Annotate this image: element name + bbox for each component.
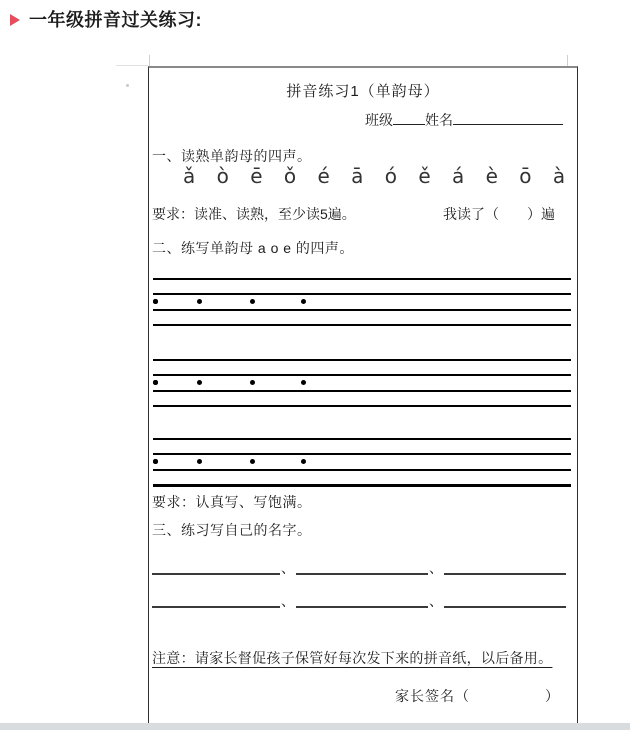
section1-requirement: 要求：读准、读熟，至少读5遍。: [152, 206, 356, 222]
grid-dot: [250, 380, 255, 385]
section1-heading: 一、读熟单韵母的四声。: [152, 148, 312, 164]
name-blank-row-1: [152, 558, 572, 575]
grid-line: [153, 469, 571, 471]
section2-requirement: 要求：认真写、写饱满。: [152, 494, 312, 510]
grid-line: [153, 278, 571, 280]
grid-dot: [301, 299, 306, 304]
class-blank: [393, 110, 425, 125]
crop-tick: [116, 65, 148, 66]
grid-line: [153, 309, 571, 311]
document-page: [148, 66, 578, 723]
grid-dot: [153, 459, 158, 464]
grid-dot: [250, 299, 255, 304]
blank-separator: 、: [281, 560, 295, 576]
worksheet-header-title: 一年级拼音过关练习:: [29, 10, 202, 30]
name-writing-blank: [152, 591, 280, 608]
read-count-blank: 我读了（ ）遍: [443, 206, 555, 222]
grid-dot: [301, 380, 306, 385]
section2-heading: 二、练写单韵母 a o e 的四声。: [152, 240, 354, 256]
right-triangle-bullet-icon: [10, 14, 20, 26]
parent-note: 注意：请家长督促孩子保管好每次发下来的拼音纸，以后备用。: [152, 650, 553, 666]
worksheet-header: [10, 6, 202, 32]
writing-grid-1: [153, 278, 571, 327]
blank-separator: 、: [281, 593, 295, 609]
viewport-bottom-strip: [0, 723, 630, 730]
page-artifact-dot: [126, 84, 129, 87]
grid-line: [153, 324, 571, 326]
writing-grid-2: [153, 359, 571, 408]
doc-title: 拼音练习1（单韵母）: [286, 83, 440, 100]
grid-dot: [250, 459, 255, 464]
name-writing-blank: [444, 591, 566, 608]
section3-heading: 三、练习写自己的名字。: [152, 522, 312, 538]
name-blank: [453, 110, 563, 125]
blank-separator: 、: [429, 593, 443, 609]
grid-dot: [153, 380, 158, 385]
name-blank-row-2: [152, 591, 572, 608]
writing-grid-3: [153, 438, 571, 487]
grid-line: [153, 374, 571, 376]
name-writing-blank: [152, 558, 280, 575]
class-name-line: [365, 110, 563, 130]
name-writing-blank: [296, 558, 428, 575]
blank-separator: 、: [429, 560, 443, 576]
grid-dot: [197, 299, 202, 304]
class-label: 班级: [365, 112, 393, 128]
name-writing-blank: [296, 591, 428, 608]
grid-dot: [153, 299, 158, 304]
grid-line: [153, 484, 571, 487]
grid-dot: [197, 459, 202, 464]
parent-signature-line: 家长签名（ ）: [395, 688, 560, 704]
grid-line: [153, 438, 571, 440]
grid-line: [153, 293, 571, 295]
grid-line: [153, 405, 571, 407]
grid-dot: [197, 380, 202, 385]
grid-line: [153, 390, 571, 392]
pinyin-tone-row: ǎ ò ē ǒ é ā ó ě á è ō à: [183, 164, 567, 188]
name-label: 姓名: [425, 112, 453, 128]
grid-line: [153, 359, 571, 361]
grid-line: [153, 453, 571, 455]
name-writing-blank: [444, 558, 566, 575]
grid-dot: [301, 459, 306, 464]
